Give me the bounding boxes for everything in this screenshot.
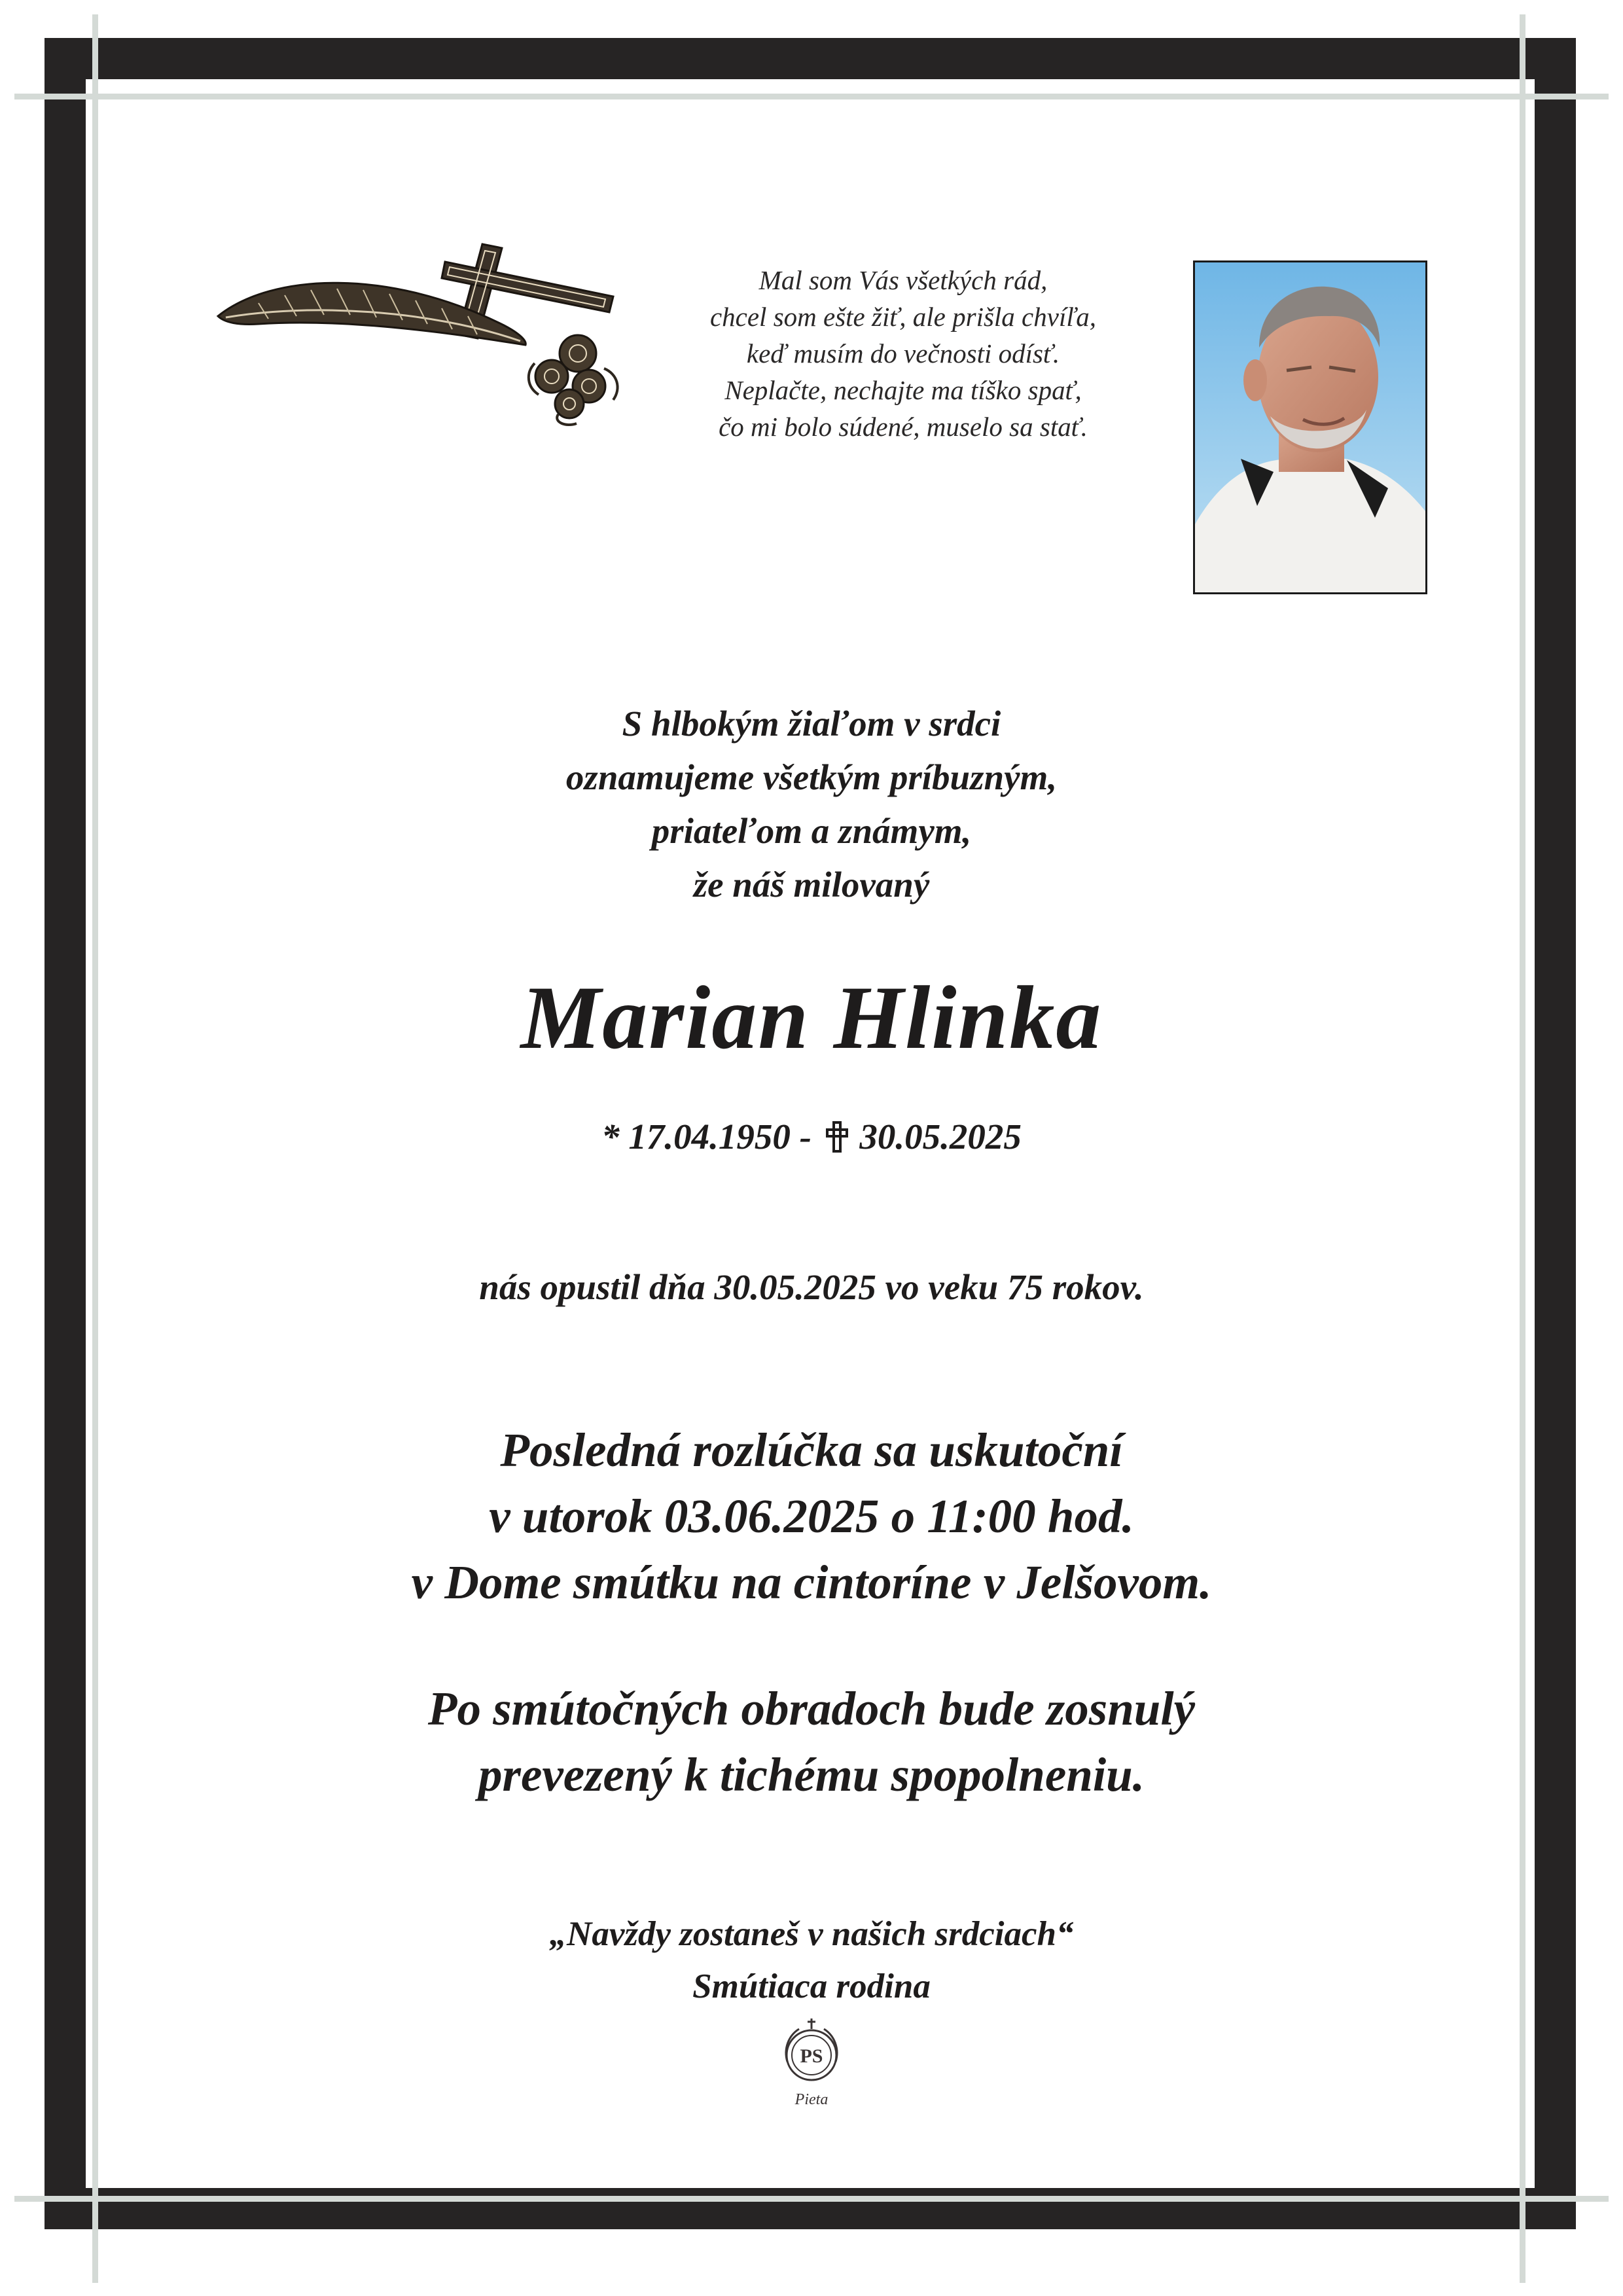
pieta-logo	[774, 2016, 849, 2114]
birth-date: * 17.04.1950 -	[601, 1117, 812, 1157]
poem-line: Mal som Vás všetkých rád,	[758, 265, 1048, 295]
cross-palm-emblem-icon	[213, 239, 638, 429]
intro-line: S hlbokým žiaľom v srdci	[622, 704, 1001, 744]
poem-block	[628, 262, 1178, 445]
guide-line-bottom	[14, 2196, 1609, 2202]
intro-line: priateľom a známym,	[651, 811, 972, 851]
frame-bottom	[45, 2188, 1576, 2229]
announcement-intro	[0, 697, 1623, 912]
closing-quote: „Navždy zostaneš v našich srdciach“	[549, 1915, 1074, 1953]
ceremony-line: Posledná rozlúčka sa uskutoční	[500, 1424, 1123, 1477]
svg-text:PS: PS	[800, 2045, 823, 2067]
ceremony-line: v utorok 03.06.2025 o 11:00 hod.	[489, 1490, 1134, 1543]
cremation-line: prevezený k tichému spopolneniu.	[478, 1748, 1145, 1801]
poem-line: Neplačte, nechajte ma tíško spať,	[724, 375, 1082, 405]
pieta-logo-text: Pieta	[794, 2091, 829, 2108]
death-date: 30.05.2025	[859, 1117, 1022, 1157]
poem-line: čo mi bolo súdené, muselo sa stať.	[719, 412, 1088, 442]
cremation-note	[0, 1676, 1623, 1808]
cremation-line: Po smútočných obradoch bude zosnulý	[427, 1682, 1196, 1735]
deceased-name: Marian Hlinka	[520, 967, 1103, 1067]
life-dates	[0, 1114, 1623, 1160]
portrait-photo	[1193, 260, 1427, 594]
ceremony-details	[0, 1417, 1623, 1615]
pieta-logo-icon	[774, 2016, 849, 2088]
cross-icon	[826, 1121, 848, 1153]
ceremony-line: v Dome smútku na cintoríne v Jelšovom.	[411, 1556, 1212, 1609]
family-signature: Smútiaca rodina	[692, 1967, 931, 2005]
poem-line: keď musím do večnosti odísť.	[746, 338, 1060, 368]
closing-block	[0, 1908, 1623, 2013]
poem-line: chcel som ešte žiť, ale prišla chvíľa,	[709, 302, 1097, 332]
passed-statement: nás opustil dňa 30.05.2025 vo veku 75 rokov.	[479, 1267, 1144, 1307]
frame-top	[45, 38, 1576, 79]
guide-line-top	[14, 94, 1609, 99]
intro-line: oznamujeme všetkým príbuzným,	[565, 757, 1058, 797]
intro-line: že náš milovaný	[693, 865, 930, 905]
